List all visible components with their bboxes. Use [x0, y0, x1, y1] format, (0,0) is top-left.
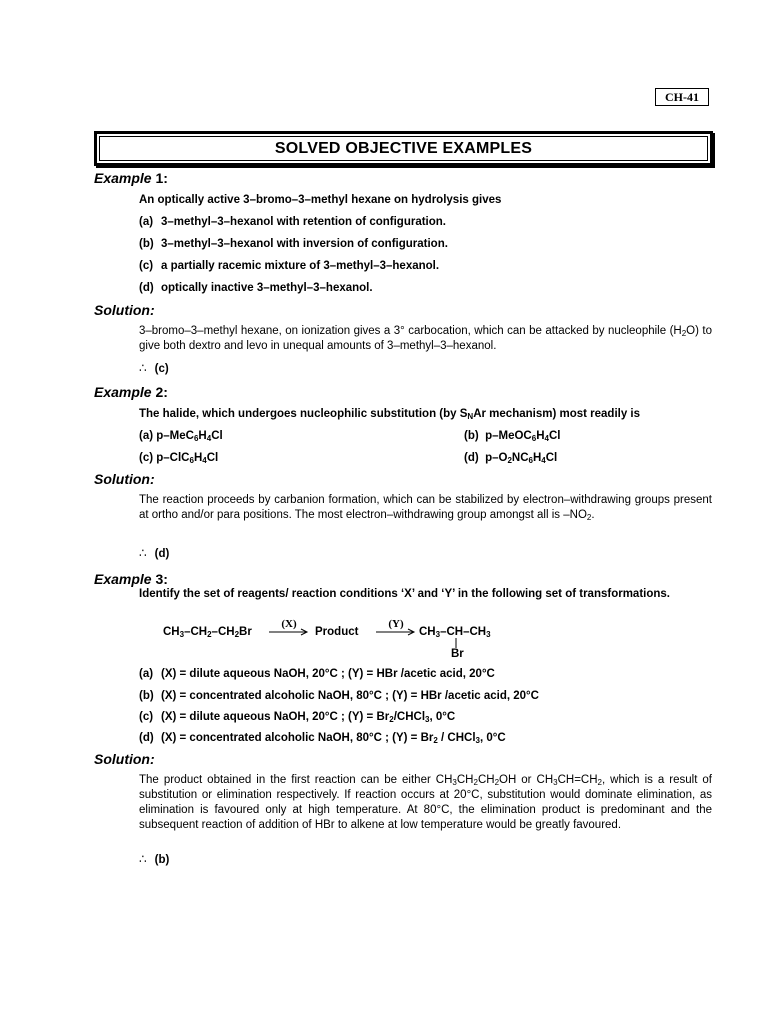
reaction-arrow-2-icon	[376, 628, 416, 636]
example-2-question: The halide, which undergoes nucleophilic substitution (by $S_NAr$ mechanism) most readily is	[139, 408, 641, 421]
example-2-option-b: (b) $p-MeOC_6H_4Cl$	[464, 430, 561, 443]
reactant-formula: $CH_3-CH_2-CH_2Br$	[163, 626, 252, 639]
therefore-symbol: ∴	[139, 361, 147, 375]
example-3-option-a: (a) (X) = dilute aqueous NaOH, 20°C ; (Y) = HBr /acetic acid, 20°C	[139, 668, 495, 680]
example-1-solution-text: 3–bromo–3–methyl hexane, on ionization gives a 3° carbocation, which can be attacked by nucleophile $(H_2O)$ to give both dextro and levo in unequal amounts of 3–methyl–3–hexanol.	[139, 325, 712, 352]
therefore-symbol: ∴	[139, 852, 147, 866]
example-2-solution-heading: Solution:	[94, 471, 155, 487]
page-number: CH-41	[655, 88, 709, 106]
example-2-option-c: (c) $p-ClC_6H_4Cl$	[139, 452, 219, 465]
section-title: SOLVED OBJECTIVE EXAMPLES	[99, 136, 708, 161]
product-formula: $CH_3-CH-CH_3$	[419, 626, 491, 639]
example-3-solution-heading: Solution:	[94, 751, 155, 767]
example-3-question: Identify the set of reagents/ reaction conditions ‘X’ and ‘Y’ in the following set of transformations.	[139, 588, 670, 600]
bromine-substituent: Br	[451, 648, 464, 660]
example-3-option-c: (c) (X) = dilute aqueous NaOH, 20°C ; $(Y) = Br_2/CHCl_3$, 0°C	[139, 711, 456, 724]
example-2-option-a: (a) $p-MeC_6H_4Cl$	[139, 430, 223, 443]
arrow-2-label: (Y)	[388, 618, 404, 630]
example-2-answer: ∴ (d)	[139, 546, 170, 560]
example-2-option-d: (d) $p-O_2NC_6H_4Cl$	[464, 452, 558, 465]
example-3-heading: Example 3:	[94, 571, 168, 587]
example-1-option-a: (a) 3–methyl–3–hexanol with retention of configuration.	[139, 216, 446, 228]
example-3-option-d: (d) (X) = concentrated alcoholic NaOH, 80°C ; $(Y) = Br_2$ / CHCl$_3$, 0°C	[139, 732, 506, 745]
therefore-symbol: ∴	[139, 546, 147, 560]
reaction-arrow-1-icon	[269, 628, 309, 636]
example-2-solution-text: The reaction proceeds by carbanion formation, which can be stabilized by electron–withdrawing groups present at ortho and/or para positions. The most electron–withdrawing group amongst all is $-NO_2$.	[139, 494, 712, 522]
example-1-question: An optically active 3–bromo–3–methyl hexane on hydrolysis gives	[139, 194, 502, 206]
example-1-option-d: (d) optically inactive 3–methyl–3–hexanol.	[139, 282, 373, 294]
section-banner	[94, 131, 713, 166]
example-1-solution-heading: Solution:	[94, 302, 155, 318]
example-3-answer: ∴ (b)	[139, 852, 170, 866]
example-1-heading: Example 1:	[94, 170, 168, 186]
arrow-1-label: (X)	[281, 618, 297, 630]
example-3-option-b: (b) (X) = concentrated alcoholic NaOH, 80°C ; (Y) = HBr /acetic acid, 20°C	[139, 690, 539, 702]
example-3-solution-text: The product obtained in the first reaction can be either $CH_3CH_2CH_2OH$ or $CH_3CH=CH_2$, which is a result of substitution or elimination respectively. If reaction occurs at 20°C, substitution would dominate elimination, as elimination is favoured only at high temperature. At 80°C, the elimination product is predominant and the subsequent reaction of addition of HBr to alkene at low temperature would be greatly favoured.	[139, 774, 712, 831]
example-1-option-b: (b) 3–methyl–3–hexanol with inversion of configuration.	[139, 238, 448, 250]
intermediate-product: Product	[315, 626, 359, 638]
example-2-heading: Example 2:	[94, 384, 168, 400]
example-1-option-c: (c) a partially racemic mixture of 3–methyl–3–hexanol.	[139, 260, 440, 272]
example-1-answer: ∴ (c)	[139, 361, 169, 375]
